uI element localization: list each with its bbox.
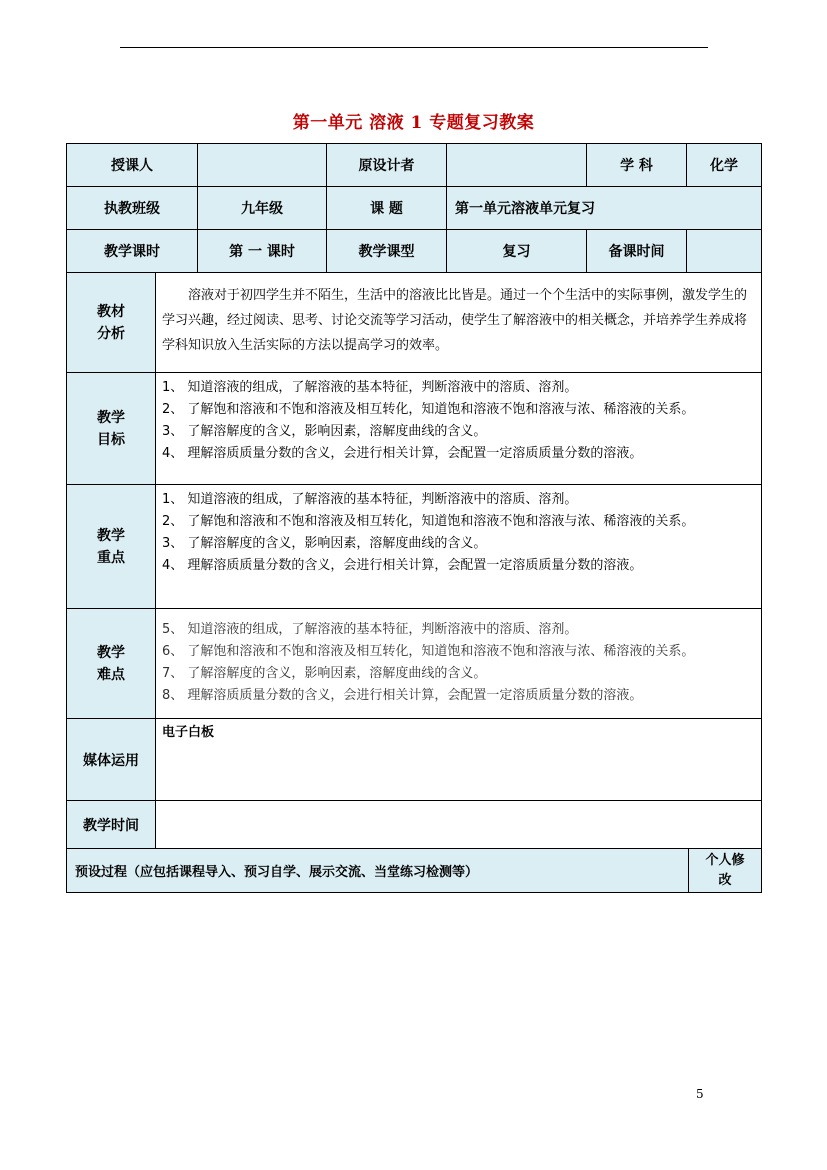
type-value: 复习: [446, 229, 587, 273]
header-rule: [120, 47, 708, 48]
media-label: 媒体运用: [66, 718, 156, 801]
difficulties-label-line1: 教学: [97, 644, 125, 661]
teaching-time-value: [155, 800, 762, 849]
media-value: 电子白板: [155, 718, 762, 801]
subject-value: 化学: [686, 143, 762, 187]
difficulties-label-line2: 难点: [97, 666, 125, 683]
key-point-item: 4、 理解溶质质量分数的含义，会进行相关计算，会配置一定溶质质量分数的溶液。: [162, 558, 643, 573]
difficulty-item: 6、 了解饱和溶液和不饱和溶液及相互转化，知道饱和溶液不饱和溶液与浓、稀溶液的关系。: [162, 644, 695, 659]
personal-revision-line2: 改: [718, 872, 732, 888]
difficulties-list: [155, 608, 762, 719]
goals-label-line2: 目标: [97, 431, 125, 448]
lecturer-label: 授课人: [66, 143, 198, 187]
personal-revision-label: [688, 848, 762, 893]
goal-item: 4、 理解溶质质量分数的含义，会进行相关计算，会配置一定溶质质量分数的溶液。: [162, 446, 643, 461]
key-point-item: 1、 知道溶液的组成，了解溶液的基本特征，判断溶液中的溶质、溶剂。: [162, 492, 578, 507]
designer-value: [446, 143, 587, 187]
prep-label: 备课时间: [586, 229, 687, 273]
key-points-label-line1: 教学: [97, 527, 125, 544]
prep-value: [686, 229, 762, 273]
analysis-label-line1: 教材: [97, 303, 125, 320]
period-value: 第 一 课时: [197, 229, 327, 273]
goal-item: 2、 了解饱和溶液和不饱和溶液及相互转化，知道饱和溶液不饱和溶液与浓、稀溶液的关系。: [162, 402, 695, 417]
goal-item: 1、 知道溶液的组成，了解溶液的基本特征，判断溶液中的溶质、溶剂。: [162, 380, 578, 395]
subject-label: 学 科: [586, 143, 687, 187]
class-label: 执教班级: [66, 186, 198, 230]
analysis-text: 溶液对于初四学生并不陌生，生活中的溶液比比皆是。通过一个个生活中的实际事例，激发学生的学习兴趣，经过阅读、思考、讨论交流等学习活动，使学生了解溶液中的相关概念，并培养学生养成将学科知识放入生活实际的方法以提高学习的效率。: [155, 272, 762, 373]
analysis-label-line2: 分析: [97, 325, 125, 342]
difficulties-label: [66, 608, 156, 719]
key-point-item: 3、 了解溶解度的含义，影响因素，溶解度曲线的含义。: [162, 536, 487, 551]
designer-label: 原设计者: [326, 143, 447, 187]
difficulty-item: 5、 知道溶液的组成，了解溶液的基本特征，判断溶液中的溶质、溶剂。: [162, 622, 578, 637]
goals-list: [155, 372, 762, 485]
class-value: 九年级: [197, 186, 327, 230]
personal-revision-line1: 个人修: [705, 852, 745, 868]
goals-label: [66, 372, 156, 485]
lecturer-value: [197, 143, 327, 187]
document-title: 第一单元 溶液 1 专题复习教案: [292, 113, 535, 133]
teaching-time-label: 教学时间: [66, 800, 156, 849]
key-points-label: [66, 484, 156, 609]
goal-item: 3、 了解溶解度的含义，影响因素，溶解度曲线的含义。: [162, 424, 487, 439]
type-label: 教学课型: [326, 229, 447, 273]
process-label: 预设过程（应包括课程导入、预习自学、展示交流、当堂练习检测等）: [66, 848, 689, 893]
key-points-list: [155, 484, 762, 609]
key-points-label-line2: 重点: [97, 549, 125, 566]
page-number: 5: [696, 1087, 704, 1101]
period-label: 教学课时: [66, 229, 198, 273]
difficulty-item: 8、 理解溶质质量分数的含义，会进行相关计算，会配置一定溶质质量分数的溶液。: [162, 688, 643, 703]
goals-label-line1: 教学: [97, 409, 125, 426]
topic-value: 第一单元溶液单元复习: [446, 186, 762, 230]
topic-label: 课 题: [326, 186, 447, 230]
difficulty-item: 7、 了解溶解度的含义，影响因素，溶解度曲线的含义。: [162, 666, 487, 681]
key-point-item: 2、 了解饱和溶液和不饱和溶液及相互转化，知道饱和溶液不饱和溶液与浓、稀溶液的关系。: [162, 514, 695, 529]
analysis-label: [66, 272, 156, 373]
